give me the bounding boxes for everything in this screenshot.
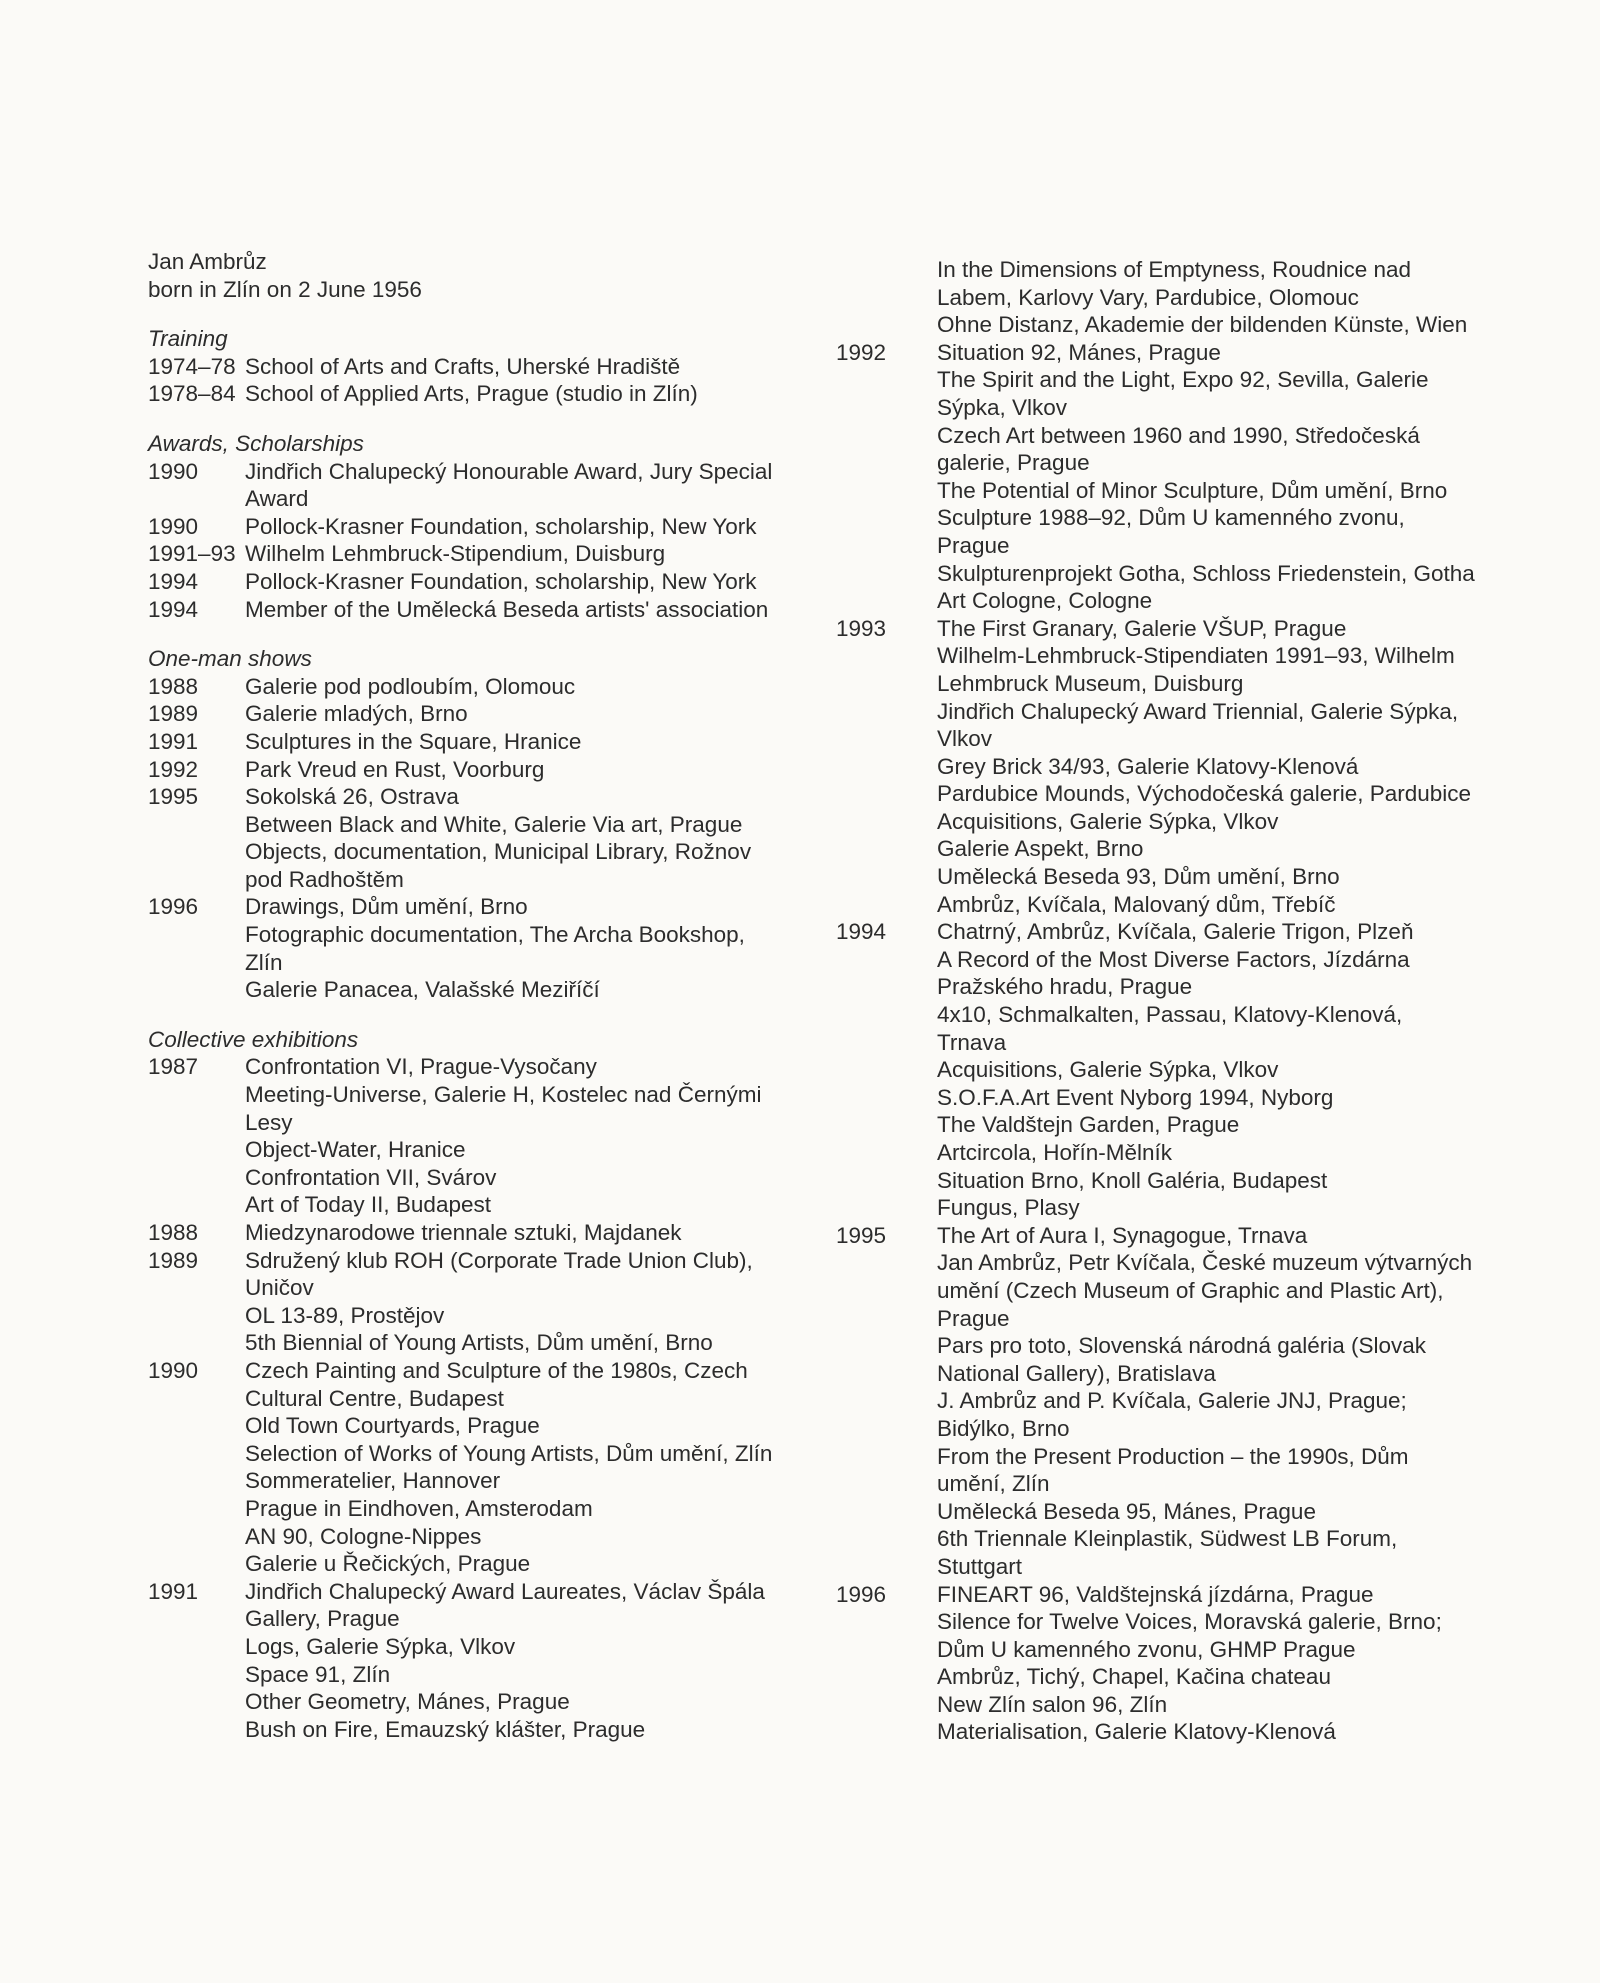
entry-line: Ambrůz, Tichý, Chapel, Kačina chateau bbox=[937, 1664, 1331, 1690]
entry-lines bbox=[245, 513, 788, 541]
entry-line: Confrontation VII, Svárov bbox=[245, 1164, 497, 1190]
entry-line: Acquisitions, Galerie Sýpka, Vlkov bbox=[937, 1057, 1279, 1083]
entry-lines bbox=[937, 1222, 1476, 1581]
entry-lines bbox=[937, 339, 1476, 615]
section-title: Collective exhibitions bbox=[148, 1026, 359, 1052]
entry-line: Sculpture 1988–92, Dům U kamenného zvonu, bbox=[937, 505, 1405, 531]
exhibition-entry bbox=[148, 380, 788, 408]
entry-line: Jindřich Chalupecký Award Laureates, Václav Špála bbox=[245, 1578, 765, 1604]
entry-line: Lesy bbox=[245, 1109, 293, 1135]
entry-line: 5th Biennial of Young Artists, Dům umění, Brno bbox=[245, 1330, 713, 1356]
exhibition-entry bbox=[148, 893, 788, 1003]
entry-line: Situation Brno, Knoll Galéria, Budapest bbox=[937, 1167, 1328, 1193]
section-title: Awards, Scholarships bbox=[148, 430, 364, 456]
entry-line: New Zlín salon 96, Zlín bbox=[937, 1691, 1168, 1717]
entry-lines bbox=[245, 458, 788, 513]
entry-line: Sokolská 26, Ostrava bbox=[245, 784, 459, 810]
entry-line: Gallery, Prague bbox=[245, 1606, 400, 1632]
entry-line: Galerie u Řečických, Prague bbox=[245, 1551, 531, 1577]
entry-year: 1993 bbox=[836, 615, 887, 641]
entry-line: Prague in Eindhoven, Amsterodam bbox=[245, 1495, 593, 1521]
entry-lines bbox=[245, 893, 788, 1003]
entry-line: Sdružený klub ROH (Corporate Trade Union Club), bbox=[245, 1247, 753, 1273]
entry-line: School of Applied Arts, Prague (studio in Zlín) bbox=[245, 381, 698, 407]
entry-line: Fotographic documentation, The Archa Bookshop, Zlín bbox=[245, 922, 745, 975]
entry-line: Silence for Twelve Voices, Moravská galerie, Brno; bbox=[937, 1609, 1442, 1635]
entry-line: A Record of the Most Diverse Factors, Jízdárna bbox=[937, 946, 1410, 972]
entry-year: 1995 bbox=[148, 784, 199, 810]
entry-line: Jindřich Chalupecký Award Triennial, Galerie Sýpka, bbox=[937, 698, 1459, 724]
entry-line: Bidýlko, Brno bbox=[937, 1415, 1070, 1441]
section-title: One-man shows bbox=[148, 646, 312, 672]
entry-line: Member of the Umělecká Beseda artists' association bbox=[245, 596, 769, 622]
entry-line: Skulpturenprojekt Gotha, Schloss Friedenstein, Gotha bbox=[937, 560, 1475, 586]
exhibition-entry bbox=[148, 728, 788, 756]
entry-line: Sculptures in the Square, Hranice bbox=[245, 728, 582, 754]
entry-year: 1988 bbox=[148, 673, 199, 699]
exhibition-entry bbox=[148, 1247, 788, 1357]
entry-line: Umělecká Beseda 95, Mánes, Prague bbox=[937, 1498, 1316, 1524]
entry-year: 1974–78 bbox=[148, 353, 236, 379]
entry-line: Ohne Distanz, Akademie der bildenden Künste, Wien bbox=[937, 312, 1468, 338]
cv-section bbox=[148, 645, 788, 1004]
entry-line: Galerie pod podloubím, Olomouc bbox=[245, 673, 576, 699]
entry-line: Acquisitions, Galerie Sýpka, Vlkov bbox=[937, 808, 1279, 834]
entry-line: Trnava bbox=[937, 1029, 1007, 1055]
entry-line: Pollock-Krasner Foundation, scholarship, New York bbox=[245, 513, 757, 539]
entry-line: J. Ambrůz and P. Kvíčala, Galerie JNJ, Prague; bbox=[937, 1388, 1407, 1414]
entry-lines bbox=[245, 1578, 788, 1744]
entry-year: 1992 bbox=[836, 339, 887, 365]
entry-line: galerie, Prague bbox=[937, 450, 1090, 476]
entry-line: Grey Brick 34/93, Galerie Klatovy-Klenová bbox=[937, 753, 1359, 779]
exhibition-entry bbox=[836, 615, 1476, 919]
entry-line: Sommeratelier, Hannover bbox=[245, 1468, 501, 1494]
entry-line: Uničov bbox=[245, 1275, 314, 1301]
entry-line: pod Radhoštěm bbox=[245, 866, 404, 892]
entry-lines bbox=[937, 918, 1476, 1222]
exhibition-entry bbox=[148, 353, 788, 381]
entry-line: Jindřich Chalupecký Honourable Award, Jury Special bbox=[245, 458, 773, 484]
entry-line: OL 13-89, Prostějov bbox=[245, 1302, 445, 1328]
entry-lines bbox=[245, 1219, 788, 1247]
cv-section bbox=[148, 325, 788, 408]
entry-lines bbox=[245, 728, 788, 756]
entry-lines bbox=[245, 353, 788, 381]
exhibition-entry bbox=[148, 596, 788, 624]
exhibition-entry bbox=[148, 1357, 788, 1578]
entry-line: 6th Triennale Kleinplastik, Südwest LB Forum, bbox=[937, 1526, 1398, 1552]
entry-line: Pollock-Krasner Foundation, scholarship, New York bbox=[245, 568, 757, 594]
entry-line: The Spirit and the Light, Expo 92, Sevilla, Galerie bbox=[937, 367, 1429, 393]
entry-line: Situation 92, Mánes, Prague bbox=[937, 339, 1221, 365]
entry-line: Pars pro toto, Slovenská národná galéria (Slovak bbox=[937, 1333, 1427, 1359]
entry-lines bbox=[937, 256, 1476, 339]
entry-line: Pardubice Mounds, Východočeská galerie, Pardubice bbox=[937, 781, 1472, 807]
entry-line: S.O.F.A.Art Event Nyborg 1994, Nyborg bbox=[937, 1084, 1334, 1110]
entry-line: Logs, Galerie Sýpka, Vlkov bbox=[245, 1633, 516, 1659]
entry-line: From the Present Production – the 1990s, Dům bbox=[937, 1443, 1409, 1469]
entry-line: The Valdštejn Garden, Prague bbox=[937, 1112, 1240, 1138]
entry-year: 1992 bbox=[148, 756, 199, 782]
entry-line: Wilhelm-Lehmbruck-Stipendiaten 1991–93, Wilhelm bbox=[937, 643, 1455, 669]
entry-line: Lehmbruck Museum, Duisburg bbox=[937, 670, 1244, 696]
entry-line: Miedzynarodowe triennale sztuki, Majdanek bbox=[245, 1220, 682, 1245]
entry-year bbox=[836, 256, 937, 339]
exhibition-entry bbox=[148, 756, 788, 784]
entry-line: The First Granary, Galerie VŠUP, Prague bbox=[937, 615, 1347, 641]
right-column bbox=[836, 256, 1476, 1746]
entry-line: 4x10, Schmalkalten, Passau, Klatovy-Klenová, bbox=[937, 1002, 1403, 1028]
entry-year: 1994 bbox=[836, 919, 887, 945]
entry-line: Dům U kamenného zvonu, GHMP Prague bbox=[937, 1636, 1356, 1662]
entry-lines bbox=[245, 1247, 788, 1357]
entry-line: Pražského hradu, Prague bbox=[937, 974, 1193, 1000]
entry-line: Cultural Centre, Budapest bbox=[245, 1385, 504, 1411]
entry-line: umění, Zlín bbox=[937, 1471, 1050, 1497]
entry-year: 1989 bbox=[148, 701, 199, 727]
exhibition-entry bbox=[836, 918, 1476, 1222]
entry-line: Sýpka, Vlkov bbox=[937, 394, 1068, 420]
entry-year: 1990 bbox=[148, 458, 199, 484]
entry-line: FINEART 96, Valdštejnská jízdárna, Prague bbox=[937, 1581, 1374, 1607]
entry-line: Wilhelm Lehmbruck-Stipendium, Duisburg bbox=[245, 541, 666, 567]
entry-line: National Gallery), Bratislava bbox=[937, 1360, 1216, 1386]
entry-line: Umělecká Beseda 93, Dům umění, Brno bbox=[937, 864, 1340, 890]
exhibition-entry bbox=[148, 1053, 788, 1219]
entry-line: Labem, Karlovy Vary, Pardubice, Olomouc bbox=[937, 284, 1359, 310]
entry-line: Object-Water, Hranice bbox=[245, 1137, 466, 1163]
exhibition-entry bbox=[148, 513, 788, 541]
entry-line: Meeting-Universe, Galerie H, Kostelec nad Černými bbox=[245, 1082, 762, 1108]
entry-line: Award bbox=[245, 486, 309, 512]
entry-line: Between Black and White, Galerie Via art, Prague bbox=[245, 811, 743, 837]
entry-line: Other Geometry, Mánes, Prague bbox=[245, 1689, 570, 1715]
entry-line: Confrontation VI, Prague-Vysočany bbox=[245, 1054, 597, 1080]
entry-lines bbox=[245, 673, 788, 701]
cv-section bbox=[148, 1026, 788, 1743]
entry-year: 1990 bbox=[148, 513, 199, 539]
entry-line: Prague bbox=[937, 1305, 1010, 1331]
exhibition-entry bbox=[148, 783, 788, 893]
entry-year: 1994 bbox=[148, 596, 199, 622]
sections-container bbox=[148, 325, 788, 1743]
exhibition-entry bbox=[148, 568, 788, 596]
entry-line: Galerie Aspekt, Brno bbox=[937, 836, 1144, 862]
entry-line: Chatrný, Ambrůz, Kvíčala, Galerie Trigon, Plzeň bbox=[937, 919, 1414, 945]
entry-year: 1988 bbox=[148, 1220, 199, 1245]
entry-line: Ambrůz, Kvíčala, Malovaný dům, Třebíč bbox=[937, 891, 1336, 917]
entry-line: Old Town Courtyards, Prague bbox=[245, 1413, 540, 1439]
entry-line: The Art of Aura I, Synagogue, Trnava bbox=[937, 1222, 1308, 1248]
entry-lines bbox=[245, 700, 788, 728]
entry-lines bbox=[937, 1581, 1476, 1747]
birth-info: born in Zlín on 2 June 1956 bbox=[148, 276, 422, 302]
entry-year: 1987 bbox=[148, 1054, 199, 1080]
entry-lines bbox=[245, 1357, 788, 1578]
entry-year: 1996 bbox=[836, 1581, 887, 1607]
entry-line: Fungus, Plasy bbox=[937, 1195, 1080, 1221]
entry-line: Art of Today II, Budapest bbox=[245, 1192, 491, 1218]
entry-line: Park Vreud en Rust, Voorburg bbox=[245, 756, 545, 782]
entry-year: 1991–93 bbox=[148, 541, 236, 567]
entry-lines bbox=[245, 1053, 788, 1219]
entry-year: 1989 bbox=[148, 1247, 199, 1273]
entry-line: Bush on Fire, Emauzský klášter, Prague bbox=[245, 1716, 646, 1742]
entry-line: Materialisation, Galerie Klatovy-Klenová bbox=[937, 1719, 1336, 1745]
entry-year: 1990 bbox=[148, 1357, 199, 1383]
entry-lines bbox=[245, 568, 788, 596]
entry-lines bbox=[245, 783, 788, 893]
entry-line: umění (Czech Museum of Graphic and Plastic Art), bbox=[937, 1277, 1444, 1303]
entry-lines bbox=[245, 380, 788, 408]
entry-line: Czech Art between 1960 and 1990, Středočeská bbox=[937, 422, 1420, 448]
entry-line: Vlkov bbox=[937, 726, 993, 752]
exhibition-entry bbox=[836, 339, 1476, 615]
entry-line: Art Cologne, Cologne bbox=[937, 588, 1153, 614]
entry-year: 1991 bbox=[148, 1578, 199, 1604]
entry-lines bbox=[245, 596, 788, 624]
exhibition-entry bbox=[148, 540, 788, 568]
entry-lines bbox=[937, 615, 1476, 919]
entry-line: Prague bbox=[937, 532, 1010, 558]
entry-line: Drawings, Dům umění, Brno bbox=[245, 894, 528, 920]
entry-year: 1995 bbox=[836, 1222, 887, 1248]
exhibition-entry bbox=[836, 1222, 1476, 1581]
entry-line: Czech Painting and Sculpture of the 1980s, Czech bbox=[245, 1357, 748, 1383]
entry-line: AN 90, Cologne-Nippes bbox=[245, 1523, 482, 1549]
exhibition-entry bbox=[148, 1578, 788, 1744]
left-column bbox=[148, 248, 788, 1743]
entry-year: 1994 bbox=[148, 568, 199, 594]
exhibition-entry bbox=[148, 700, 788, 728]
entry-line: In the Dimensions of Emptyness, Roudnice nad bbox=[937, 257, 1412, 282]
entry-line: School of Arts and Crafts, Uherské Hradiště bbox=[245, 353, 681, 379]
entry-line: Jan Ambrůz, Petr Kvíčala, České muzeum výtvarných bbox=[937, 1250, 1473, 1276]
entry-line: Stuttgart bbox=[937, 1553, 1023, 1579]
entry-year: 1978–84 bbox=[148, 381, 236, 407]
entry-line: The Potential of Minor Sculpture, Dům umění, Brno bbox=[937, 477, 1448, 503]
section-title: Training bbox=[148, 326, 228, 352]
entry-lines bbox=[245, 540, 788, 568]
entry-line: Objects, documentation, Municipal Library, Rožnov bbox=[245, 839, 752, 865]
entry-line: Artcircola, Hořín-Mělník bbox=[937, 1140, 1173, 1165]
cv-section bbox=[148, 430, 788, 623]
exhibition-entry bbox=[148, 458, 788, 513]
exhibition-entry bbox=[836, 1581, 1476, 1747]
exhibition-entry bbox=[836, 256, 1476, 339]
exhibition-entry bbox=[148, 1219, 788, 1247]
entry-line: Selection of Works of Young Artists, Dům umění, Zlín bbox=[245, 1440, 773, 1466]
entry-line: Galerie mladých, Brno bbox=[245, 701, 468, 727]
exhibition-entry bbox=[148, 673, 788, 701]
entry-lines bbox=[245, 756, 788, 784]
entry-year: 1996 bbox=[148, 894, 199, 920]
entry-line: Space 91, Zlín bbox=[245, 1661, 391, 1687]
entry-year: 1991 bbox=[148, 728, 199, 754]
artist-name: Jan Ambrůz bbox=[148, 249, 267, 274]
entry-line: Galerie Panacea, Valašské Meziříčí bbox=[245, 977, 600, 1003]
